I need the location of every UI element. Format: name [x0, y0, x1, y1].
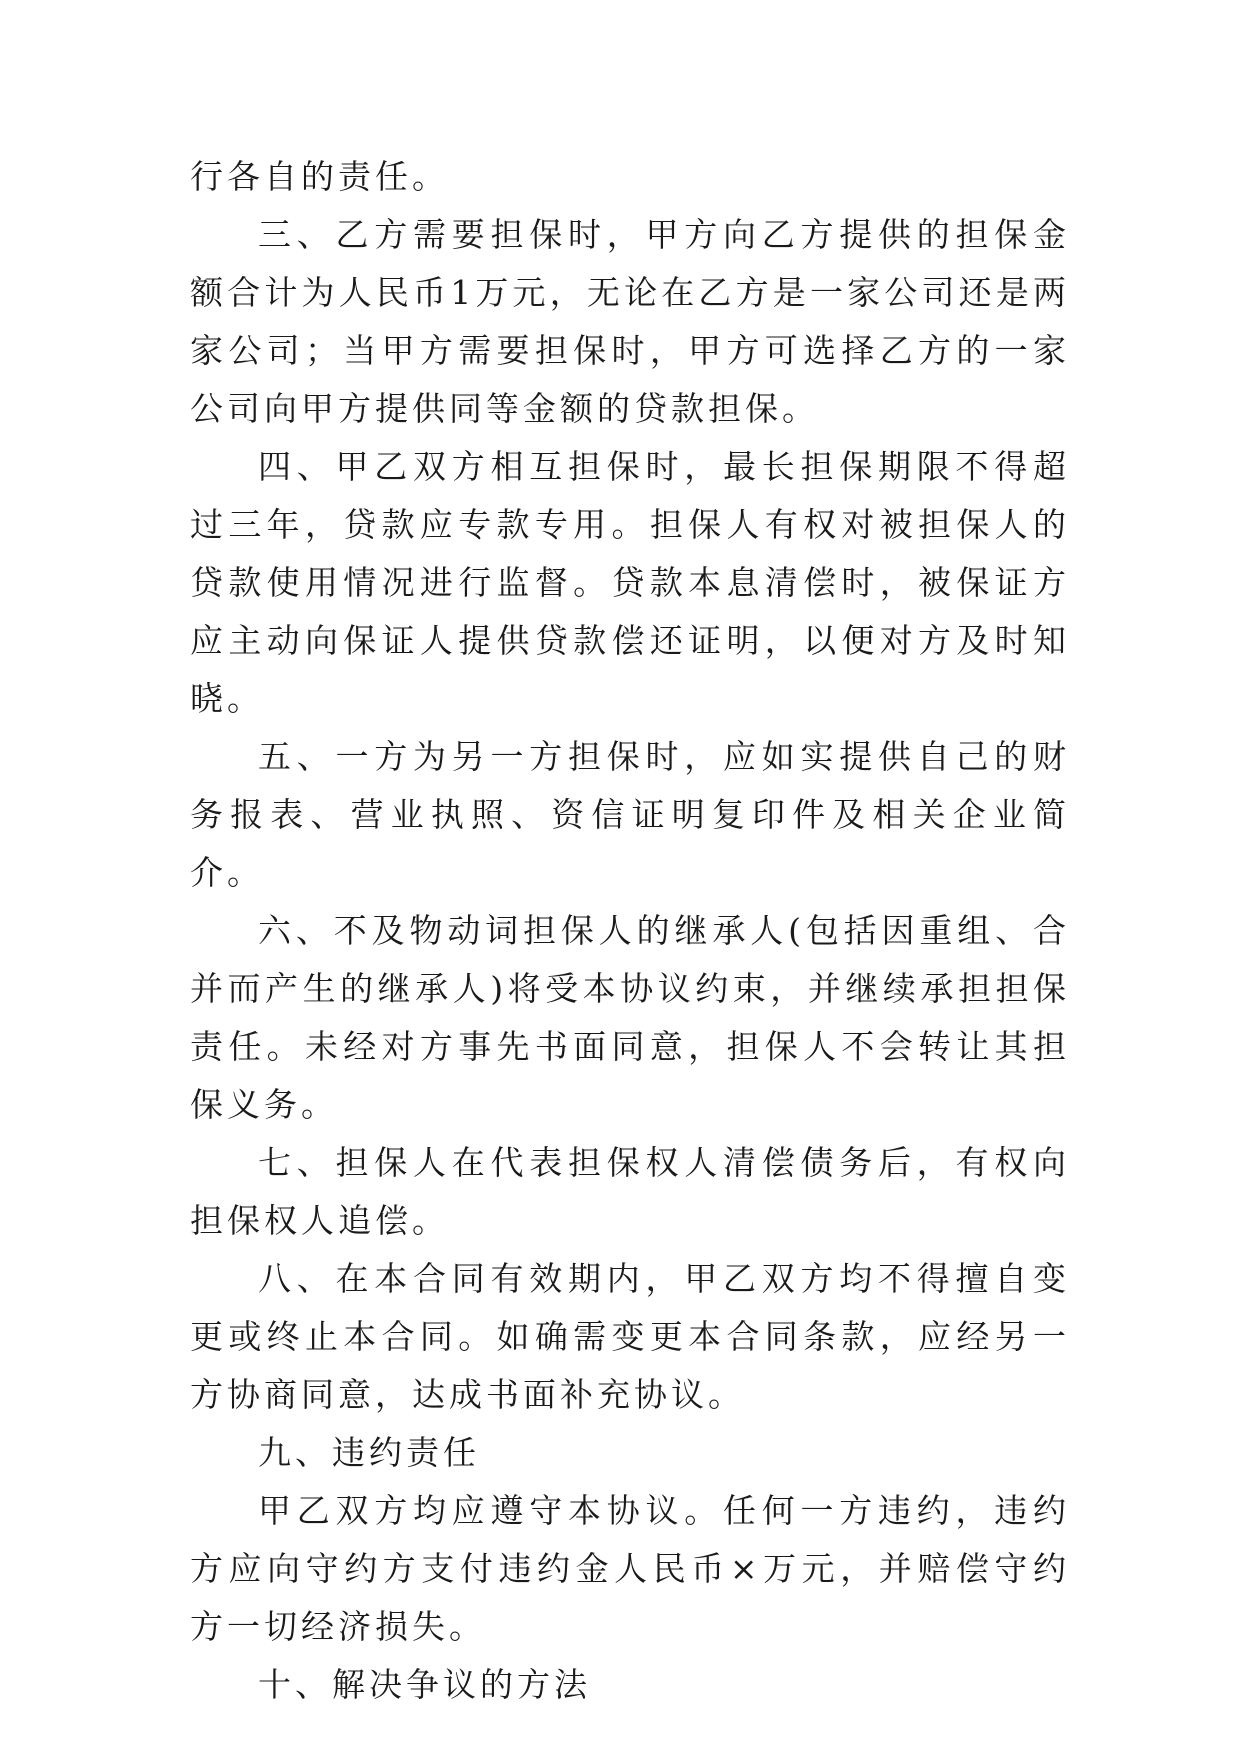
paragraph-breach-body: 甲乙双方均应遵守本协议。任何一方违约，违约方应向守约方支付违约金人民币×万元，并赔偿守约方一切经济损失。 [190, 1491, 1070, 1646]
paragraph-4: 五、一方为另一方担保时，应如实提供自己的财务报表、营业执照、资信证明复印件及相关企业简介。 [190, 737, 1070, 892]
paragraph-3: 四、甲乙双方相互担保时，最长担保期限不得超过三年，贷款应专款专用。担保人有权对被担保人的贷款使用情况进行监督。贷款本息清偿时，被保证方应主动向保证人提供贷款偿还证明，以便对方及时知晓。 [190, 447, 1070, 718]
document-page [190, 148, 1070, 1714]
paragraph-2: 三、乙方需要担保时，甲方向乙方提供的担保金额合计为人民币1万元，无论在乙方是一家公司还是两家公司；当甲方需要担保时，甲方可选择乙方的一家公司向甲方提供同等金额的贷款担保。 [190, 215, 1070, 428]
paragraph-5: 六、不及物动词担保人的继承人(包括因重组、合并而产生的继承人)将受本协议约束，并继续承担担保责任。未经对方事先书面同意，担保人不会转让其担保义务。 [190, 911, 1070, 1124]
section-heading-dispute: 十、解决争议的方法 [258, 1665, 591, 1704]
paragraph-7: 八、在本合同有效期内，甲乙双方均不得擅自变更或终止本合同。如确需变更本合同条款，应经另一方协商同意，达成书面补充协议。 [190, 1259, 1070, 1414]
paragraph-6: 七、担保人在代表担保权人清偿债务后，有权向担保权人追偿。 [190, 1143, 1070, 1240]
paragraph-1: 行各自的责任。 [190, 157, 449, 196]
section-heading-breach: 九、违约责任 [258, 1433, 480, 1472]
